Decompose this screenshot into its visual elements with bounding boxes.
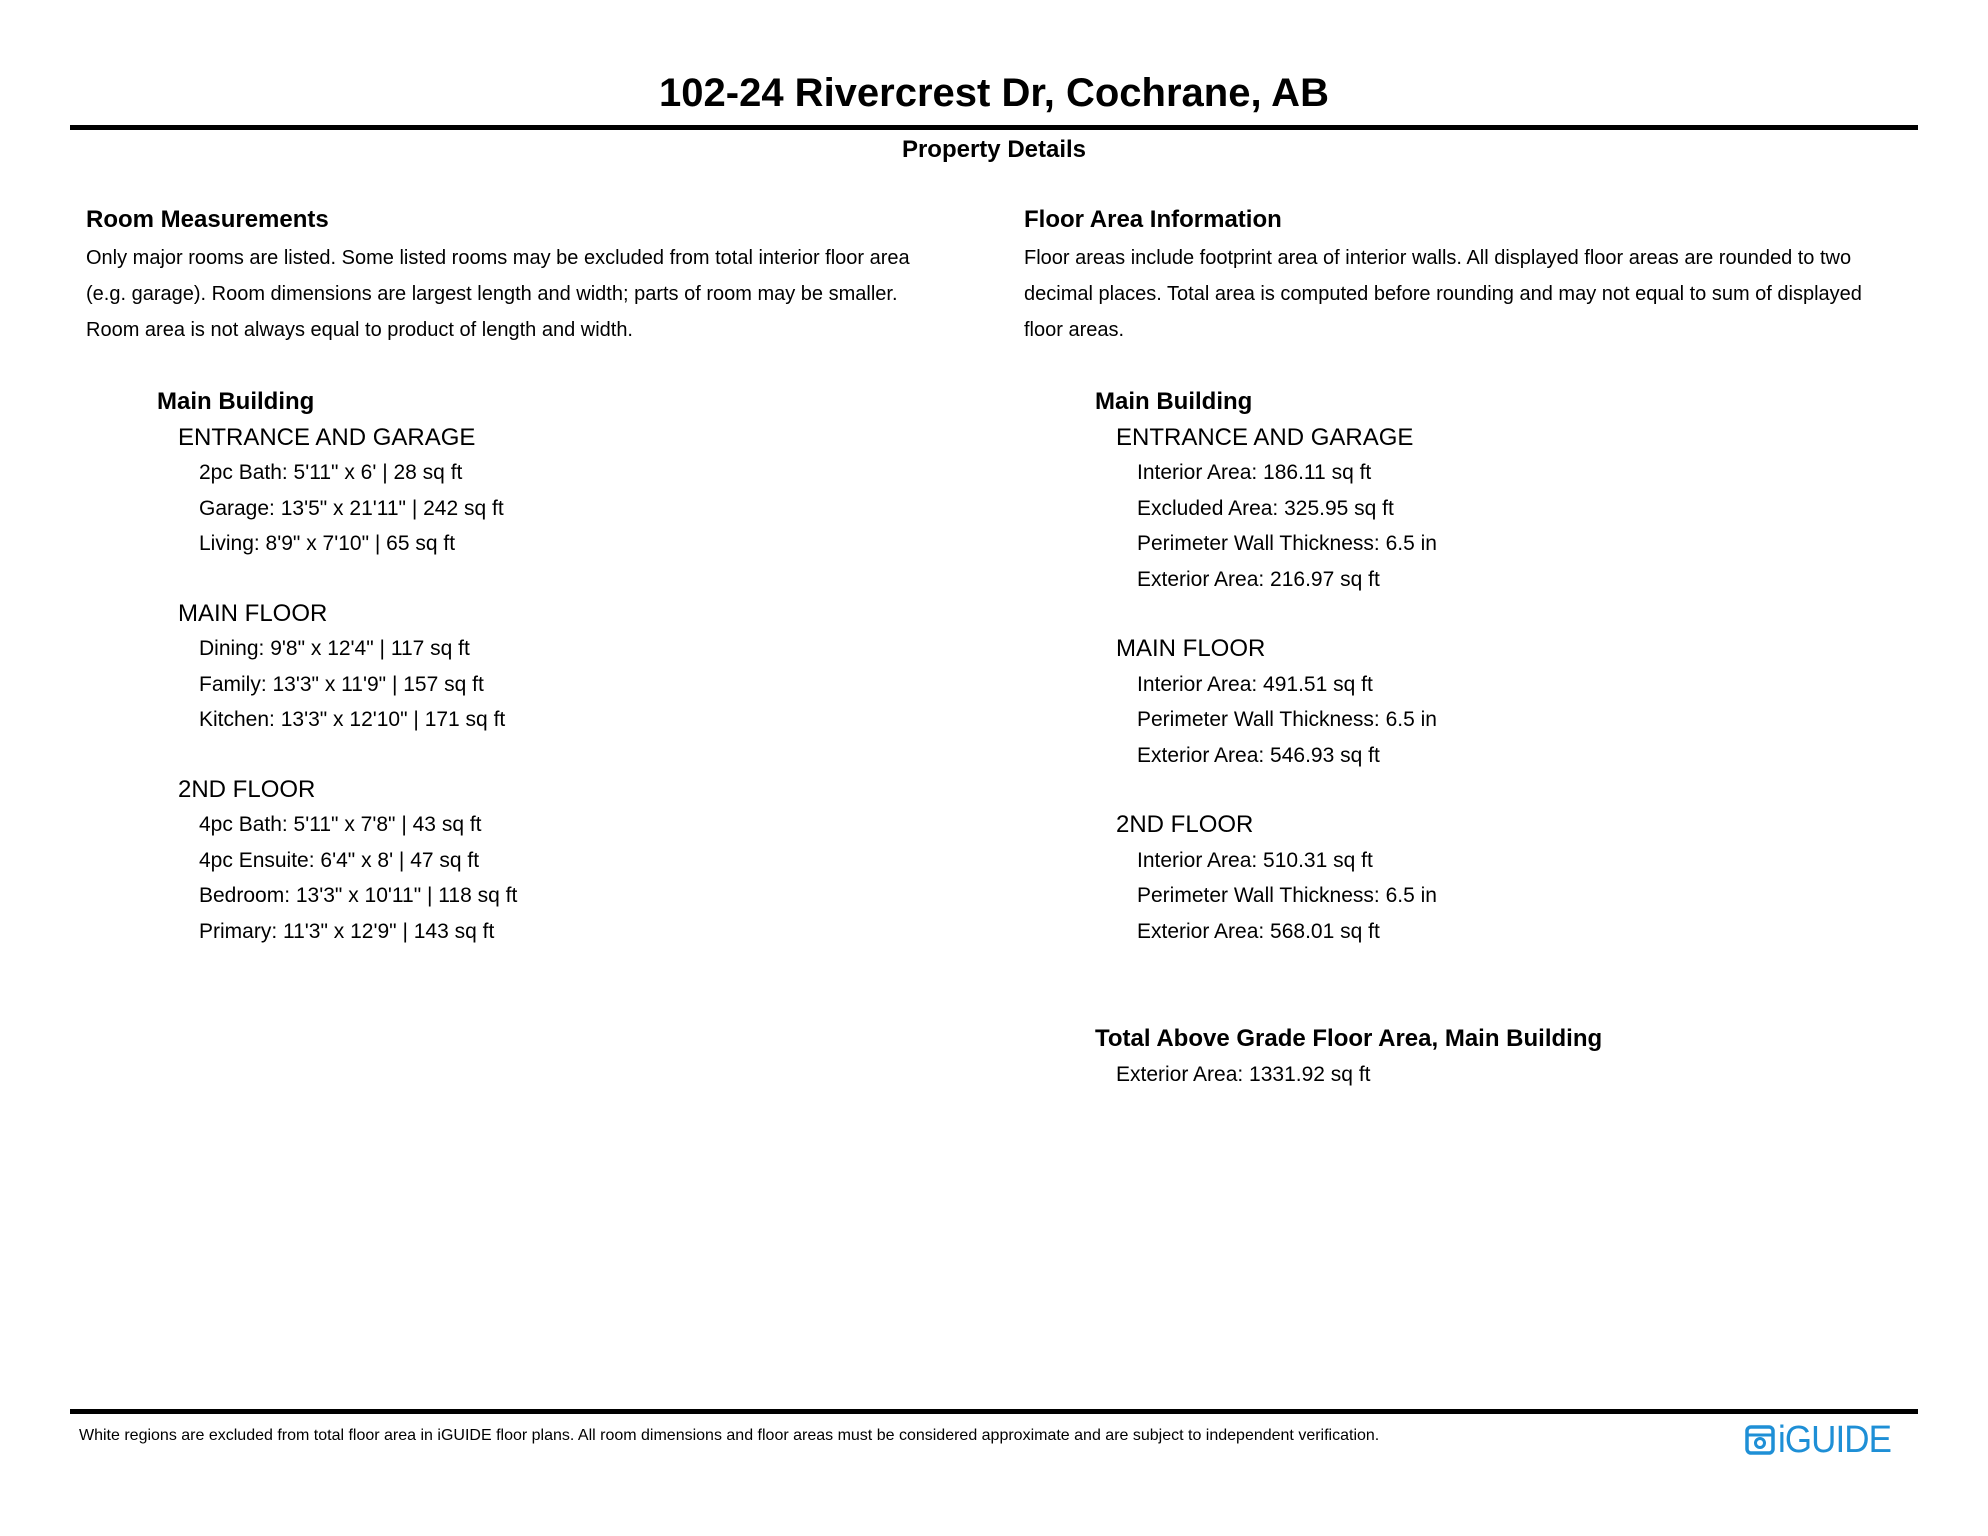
- area-entry: Perimeter Wall Thickness: 6.5 in: [1137, 884, 1437, 907]
- section-gap: [157, 562, 517, 596]
- description-line: Room area is not always equal to product of length and width.: [86, 319, 633, 341]
- room-entry: Primary: 11'3" x 12'9" | 143 sq ft: [199, 919, 495, 943]
- floor-name: MAIN FLOOR: [1116, 635, 1266, 662]
- building-name: Main Building: [1095, 388, 1253, 415]
- area-entry: Interior Area: 510.31 sq ft: [1137, 848, 1373, 872]
- iguide-camera-icon: [1745, 1425, 1775, 1455]
- floor-name: ENTRANCE AND GARAGE: [1116, 423, 1414, 451]
- floor-area-heading: Floor Area Information: [1024, 206, 1282, 233]
- property-address-title: 102-24 Rivercrest Dr, Cochrane, AB: [659, 71, 1329, 115]
- floor-name: ENTRANCE AND GARAGE: [178, 423, 476, 451]
- room-entry: Dining: 9'8" x 12'4" | 117 sq ft: [199, 637, 470, 660]
- area-entry: Interior Area: 491.51 sq ft: [1137, 672, 1373, 696]
- area-entry: Perimeter Wall Thickness: 6.5 in: [1137, 532, 1437, 555]
- header-divider: [70, 125, 1918, 130]
- room-measurements-list: [157, 384, 517, 949]
- description-line: floor areas.: [1024, 319, 1125, 341]
- room-entry: Kitchen: 13'3" x 12'10" | 171 sq ft: [199, 708, 506, 731]
- floor-area-description: [1024, 240, 1862, 348]
- section-gap: [1095, 597, 1437, 631]
- total-area-heading: Total Above Grade Floor Area, Main Building: [1095, 1025, 1603, 1052]
- iguide-wordmark: iGUIDE: [1778, 1419, 1891, 1461]
- description-line: Floor areas include footprint area of interior walls. All displayed floor areas are rounded to two: [1024, 247, 1852, 269]
- description-line: (e.g. garage). Room dimensions are largest length and width; parts of room may be smaller.: [86, 283, 898, 305]
- room-entry: 4pc Bath: 5'11" x 7'8" | 43 sq ft: [199, 813, 482, 836]
- area-entry: Perimeter Wall Thickness: 6.5 in: [1137, 708, 1437, 731]
- section-gap: [157, 738, 517, 772]
- room-measurements-heading: Room Measurements: [86, 206, 329, 233]
- floor-name: MAIN FLOOR: [178, 599, 328, 627]
- description-line: Only major rooms are listed. Some listed rooms may be excluded from total interior floor area: [86, 247, 910, 269]
- area-entry: Exterior Area: 568.01 sq ft: [1137, 919, 1380, 943]
- total-exterior-area: Exterior Area: 1331.92 sq ft: [1116, 1063, 1371, 1086]
- area-entry: Interior Area: 186.11 sq ft: [1137, 461, 1372, 484]
- floor-name: 2ND FLOOR: [1116, 811, 1254, 838]
- room-entry: Living: 8'9" x 7'10" | 65 sq ft: [199, 532, 456, 555]
- footer-disclaimer: White regions are excluded from total floor area in iGUIDE floor plans. All room dimensions and floor areas must be considered approximate and are subject to independent verification.: [79, 1427, 1380, 1444]
- room-measurements-description: [86, 240, 910, 348]
- area-entry: Exterior Area: 216.97 sq ft: [1137, 567, 1380, 591]
- section-gap: [1095, 773, 1437, 807]
- floor-area-list: [1095, 384, 1437, 949]
- description-line: decimal places. Total area is computed before rounding and may not equal to sum of displayed: [1024, 283, 1862, 305]
- area-entry: Excluded Area: 325.95 sq ft: [1137, 496, 1394, 520]
- room-entry: 4pc Ensuite: 6'4" x 8' | 47 sq ft: [199, 848, 480, 872]
- footer-divider: [70, 1409, 1918, 1414]
- room-entry: Bedroom: 13'3" x 10'11" | 118 sq ft: [199, 884, 518, 907]
- page-subtitle: Property Details: [901, 136, 1087, 163]
- iguide-logo: [1745, 1419, 1901, 1461]
- room-entry: Family: 13'3" x 11'9" | 157 sq ft: [199, 672, 484, 696]
- building-name: Main Building: [157, 388, 315, 415]
- floor-name: 2ND FLOOR: [178, 775, 316, 803]
- area-entry: Exterior Area: 546.93 sq ft: [1137, 743, 1380, 767]
- room-entry: 2pc Bath: 5'11" x 6' | 28 sq ft: [199, 461, 463, 484]
- room-entry: Garage: 13'5" x 21'11" | 242 sq ft: [199, 496, 504, 520]
